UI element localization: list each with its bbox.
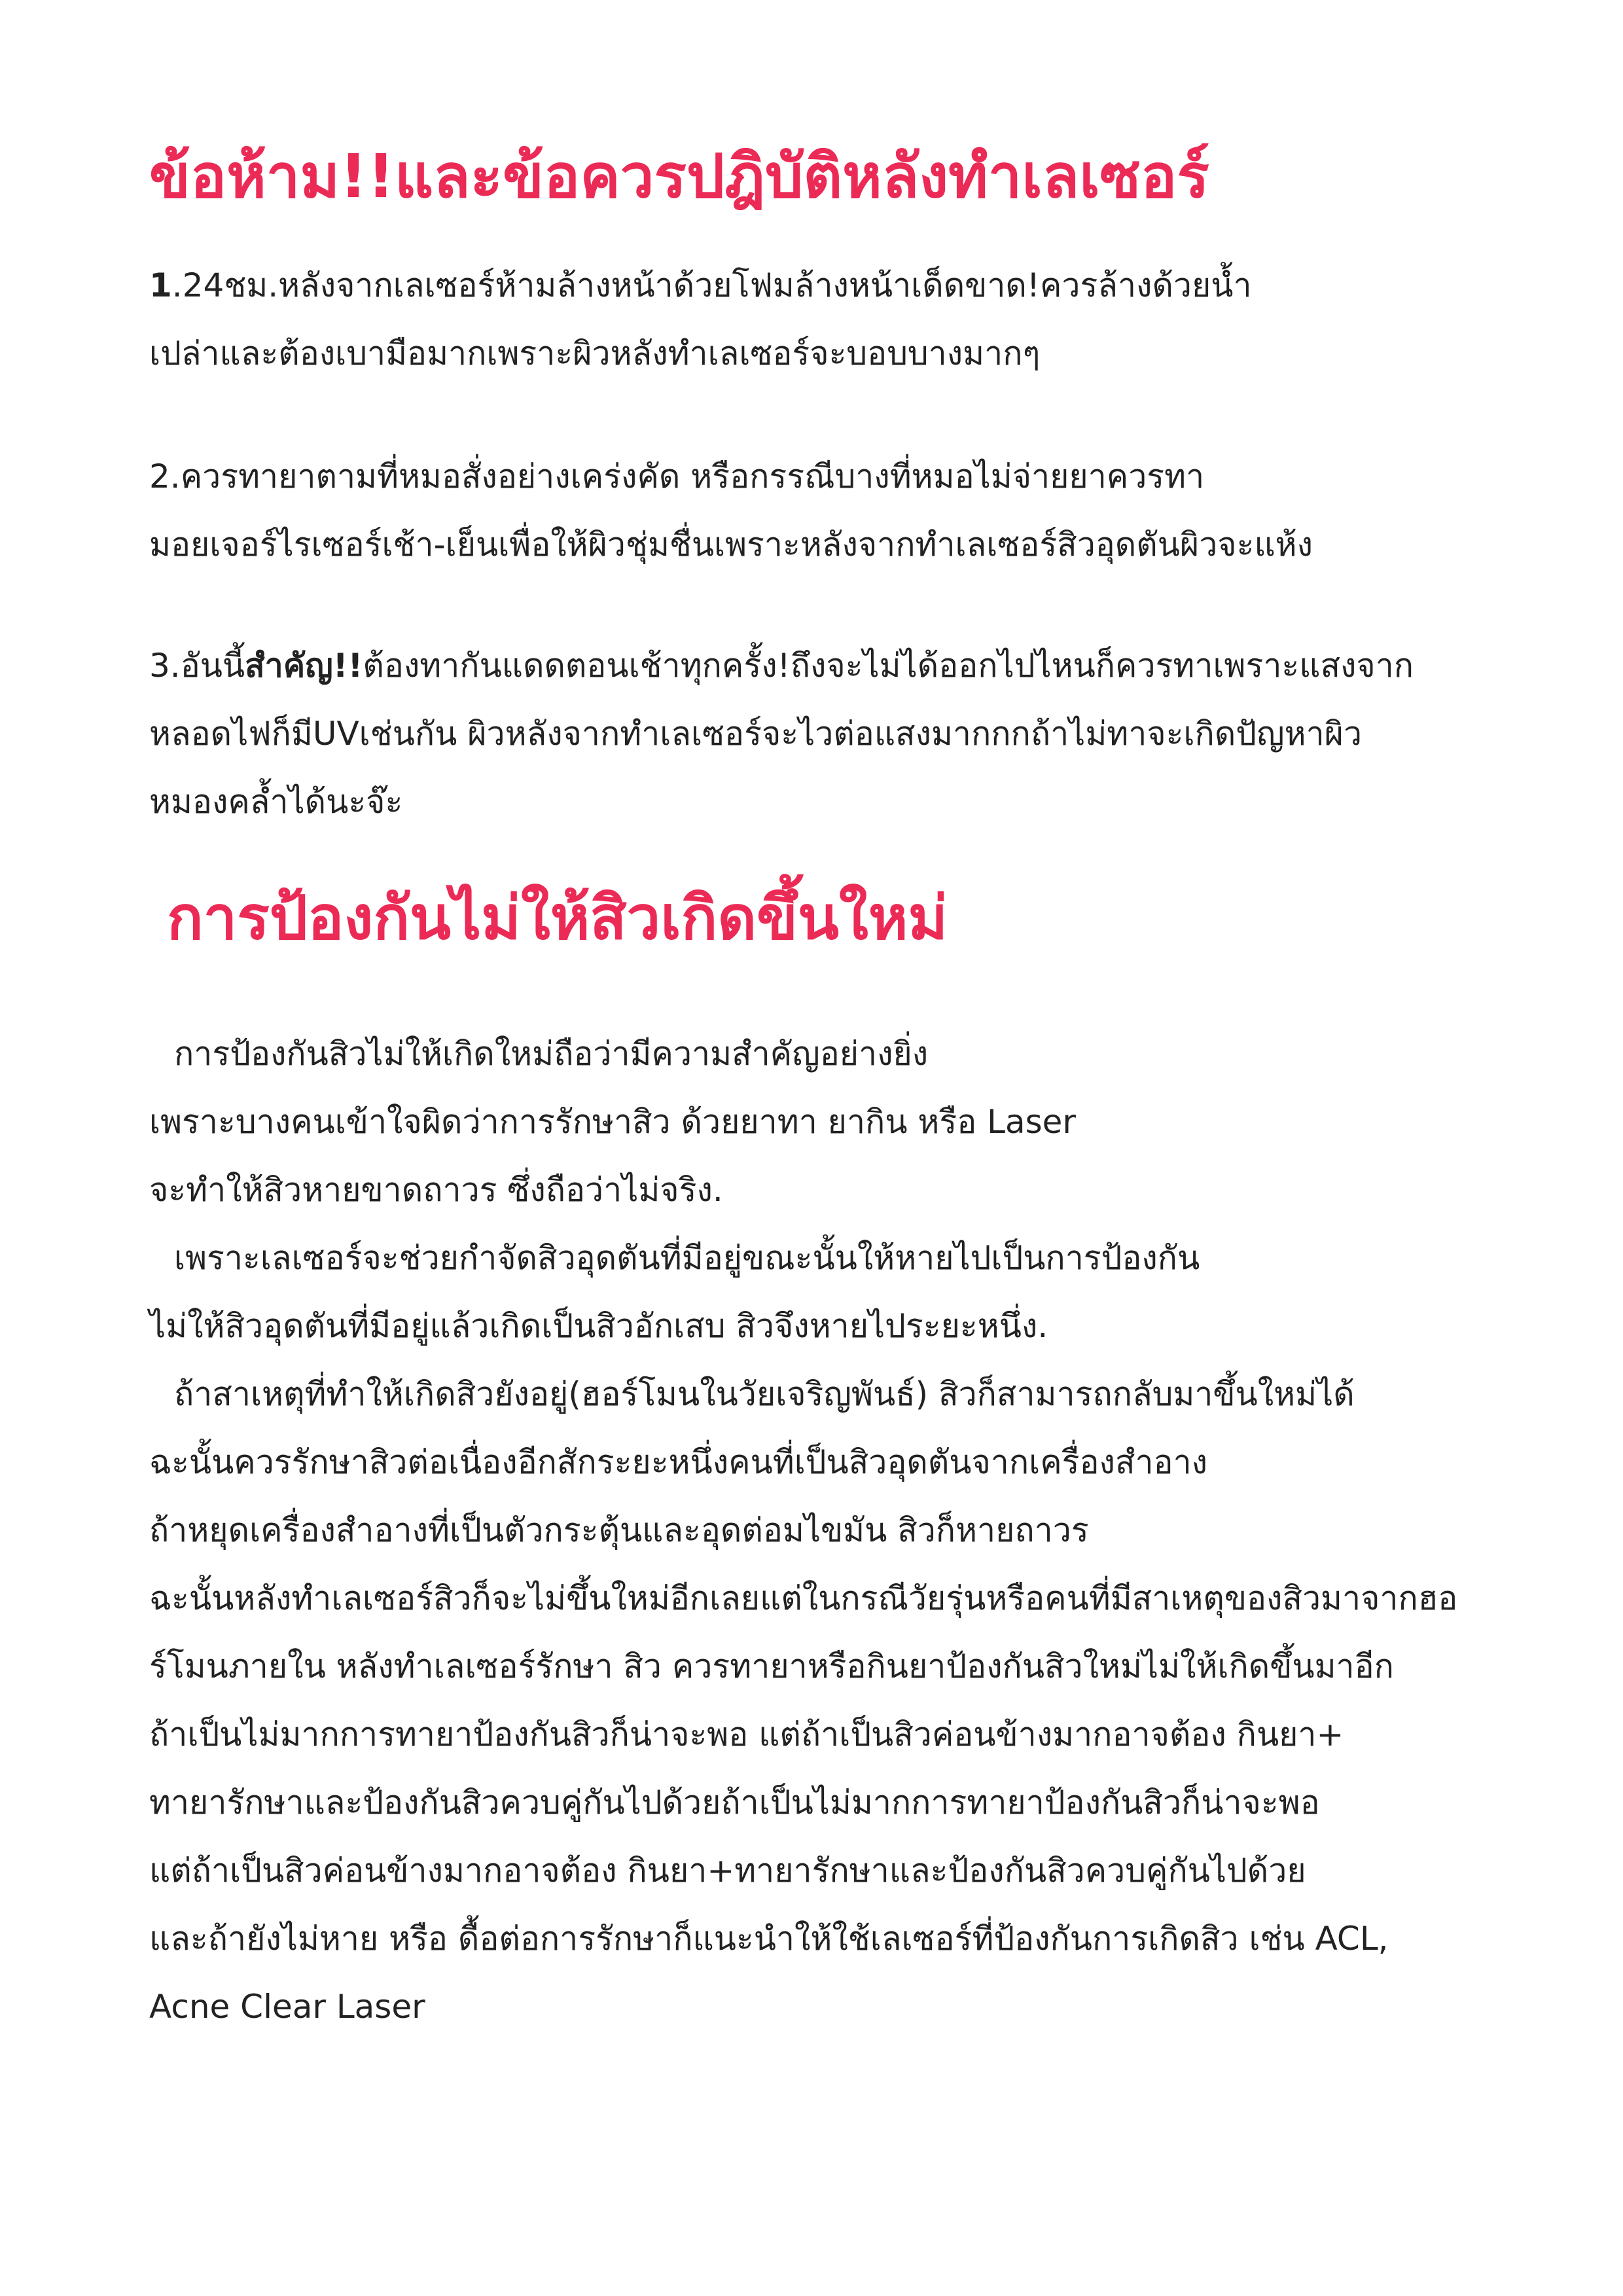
aftercare-item-1-line: [149, 251, 1524, 319]
aftercare-item-3-line: หลอดไฟก็มีUVเช่นกัน ผิวหลังจากทำเลเซอร์จะไวต่อแสงมากกกถ้าไม่ทาจะเกิดปัญหาผิว: [149, 715, 1363, 753]
body-line: ทายารักษาและป้องกันสิวควบคู่กันไปด้วยถ้าเป็นไม่มากการทายาป้องกันสิวก็น่าจะพอ: [149, 1784, 1320, 1821]
body-line: ถ้าหยุดเครื่องสำอางที่เป็นตัวกระตุ้นและอุดต่อมไขมัน สิวก็หายถาวร: [149, 1511, 1089, 1549]
aftercare-item-1: [149, 251, 1524, 387]
aftercare-item-3: [149, 632, 1524, 836]
body-line: แต่ถ้าเป็นสิวค่อนข้างมากอาจต้อง กินยา+ทายารักษาและป้องกันสิวควบคู่กันไปด้วย: [149, 1852, 1306, 1890]
aftercare-item-3-line: [149, 632, 1524, 700]
body-line: ฉะนั้นหลังทำเลเซอร์สิวก็จะไม่ขึ้นใหม่อีกเลยแต่ในกรณีวัยรุ่นหรือคนที่มีสาเหตุของสิวมาจากฮอ: [149, 1579, 1458, 1617]
aftercare-item-3-line: หมองคล้ำได้นะจ๊ะ: [149, 783, 403, 821]
body-line: ฉะนั้นควรรักษาสิวต่อเนื่องอีกสักระยะหนึ่งคนที่เป็นสิวอุดตันจากเครื่องสำอาง: [149, 1443, 1208, 1481]
body-line: ไม่ให้สิวอุดตันที่มีอยู่แล้วเกิดเป็นสิวอักเสบ สิวจึงหายไประยะหนึ่ง.: [149, 1307, 1048, 1345]
heading-laser-aftercare: ข้อห้าม!!และข้อควรปฎิบัติหลังทำเลเซอร์: [149, 141, 1209, 211]
body-line: ถ้าสาเหตุที่ทำให้เกิดสิวยังอยู่(ฮอร์โมนในวัยเจริญพันธ์) สิวก็สามารถกลับมาขึ้นใหม่ได้: [174, 1375, 1355, 1413]
aftercare-item-2-line: มอยเจอร์ไรเซอร์เช้า-เย็นเพื่อให้ผิวชุ่มชื่นเพราะหลังจากทำเลเซอร์สิวอุดตันผิวจะแห้ง: [149, 526, 1313, 564]
body-line: ถ้าเป็นไม่มากการทายาป้องกันสิวก็น่าจะพอ แต่ถ้าเป็นสิวค่อนข้างมากอาจต้อง กินยา+: [149, 1715, 1344, 1753]
aftercare-item-2: [149, 442, 1524, 579]
aftercare-item-2-line: 2.ควรทายาตามที่หมอสั่งอย่างเคร่งคัด หรือกรรณีบางที่หมอไม่จ่ายยาควรทา: [149, 457, 1205, 495]
heading-acne-prevention: การป้องกันไม่ให้สิวเกิดขึ้นใหม่: [167, 883, 948, 953]
body-line: จะทำให้สิวหายขาดถาวร ซึ่งถือว่าไม่จริง.: [149, 1171, 723, 1209]
aftercare-item-1-line: เปล่าและต้องเบามือมากเพราะผิวหลังทำเลเซอร์จะบอบบางมากๆ: [149, 334, 1041, 372]
body-line: และถ้ายังไม่หาย หรือ ดื้อต่อการรักษาก็แนะนำให้ใช้เลเซอร์ที่ป้องกันการเกิดสิว เช่น ACL,: [149, 1920, 1389, 1958]
item-text: .24ชม.หลังจากเลเซอร์ห้ามล้างหน้าด้วยโฟมล้างหน้าเด็ดขาด!ควรล้างด้วยน้ำ: [171, 266, 1252, 304]
item-text: ต้องทากันแดดตอนเช้าทุกครั้ง!ถึงจะไม่ได้ออกไปไหนก็ควรทาเพราะแสงจาก: [363, 647, 1414, 685]
emphasis-important: สำคัญ!!: [245, 647, 363, 685]
body-line: เพราะเลเซอร์จะช่วยกำจัดสิวอุดตันที่มีอยู่ขณะนั้นให้หายไปเป็นการป้องกัน: [174, 1239, 1200, 1277]
body-line: Acne Clear Laser: [149, 1988, 425, 2026]
body-line: ร์โมนภายใน หลังทำเลเซอร์รักษา สิว ควรทายาหรือกินยาป้องกันสิวใหม่ไม่ให้เกิดขึ้นมาอีก: [149, 1647, 1394, 1685]
body-line: การป้องกันสิวไม่ให้เกิดใหม่ถือว่ามีความสำคัญอย่างยิ่ง: [174, 1035, 929, 1073]
acne-prevention-body: [149, 1020, 1524, 2041]
body-line: เพราะบางคนเข้าใจผิดว่าการรักษาสิว ด้วยยาทา ยากิน หรือ Laser: [149, 1103, 1076, 1141]
item-number: 1: [149, 266, 172, 304]
item-prefix: 3.อันนี้: [149, 647, 245, 685]
